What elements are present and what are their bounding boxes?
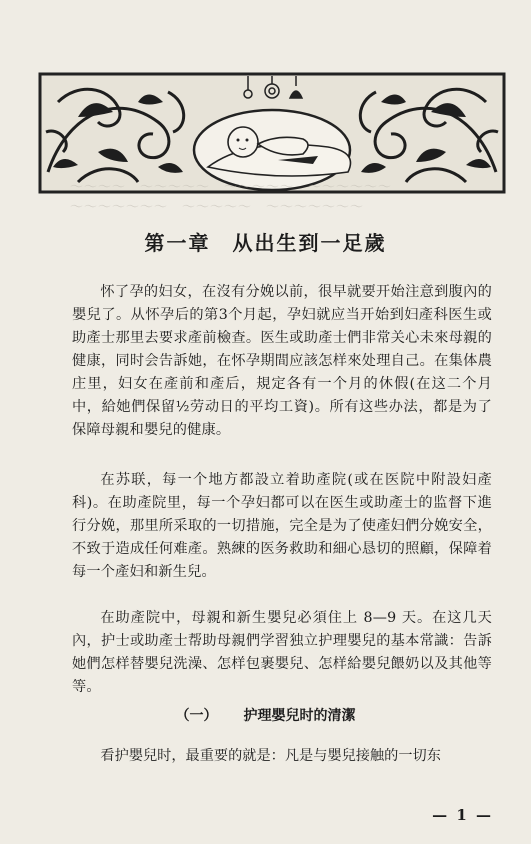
section-number: （一） [175,708,218,724]
section-heading [0,705,531,725]
paragraph-text: 在助產院中，母親和新生嬰兒必須住上 8—9 天。在这几天內，护士或助產士帮助母親們学習独立护理嬰兒的基本常識：告訴她們怎样替嬰兒洗澡、怎样包裹嬰兒、怎样給嬰兒餵奶以及其他等等。 [72,610,492,695]
paragraph-text: 看护嬰兒时，最重要的就是：凡是与嬰兒接触的一切东 [100,748,441,764]
body-paragraph-4 [72,745,492,768]
show-through-text: ～～～～ ～～～～～ ～～～～～ ～～～～～～ [70,180,393,195]
paragraph-text: 在苏联，每一个地方都設立着助產院(或在医院中附設妇產科)。在助產院里，每一个孕妇都可以在医生或助產士的监督下進行分娩，那里所采取的一切措施，完全是为了使產妇們分娩安全，不致于造成任何难產。熟練的医务救助和細心恳切的照顧，保障着每一个產妇和新生兒。 [72,472,492,580]
chapter-title: 第一章 从出生到一足歲 [144,231,387,255]
body-paragraph-2 [72,469,492,584]
section-title: 护理嬰兒时的清潔 [243,708,356,724]
paragraph-text: 怀了孕的妇女，在沒有分娩以前，很早就要开始注意到腹內的嬰兒了。从怀孕后的第3个月起，孕妇就应当开始到妇產科医生或助產士那里去要求產前檢查。医生或助產士們非常关心未來母親的健康，同时会告訴她，在怀孕期間应該怎样來处理自己。在集体農庄里，妇女在產前和產后，規定各有一个月的休假(在这二个月中，給她們保留½劳动日的平均工資)。所有这些办法，都是为了保障母親和嬰兒的健康。 [72,284,492,438]
show-through-text: ～～～～～～～ ～～～～～ ～～～～～～～ [70,200,365,215]
body-paragraph-1 [72,281,492,442]
body-paragraph-3 [72,607,492,699]
page-number: — 1 — [432,806,493,824]
